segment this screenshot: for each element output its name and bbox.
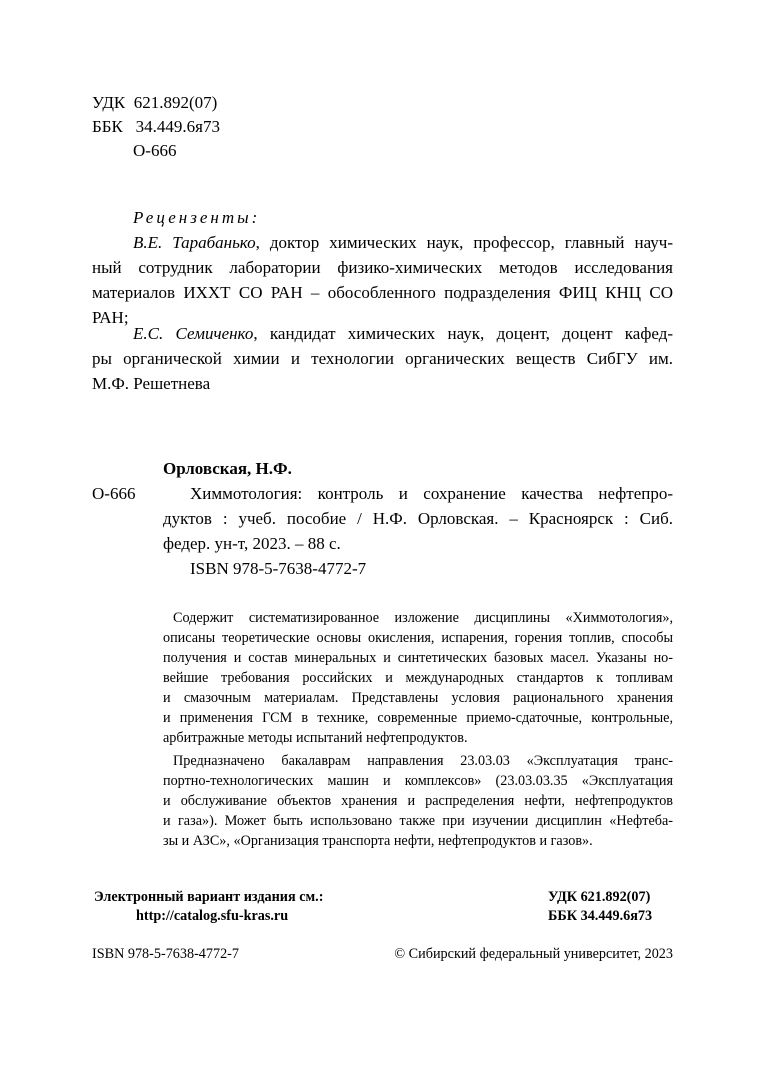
reviewer-2-text-3: М.Ф. Решетнева [92,374,211,393]
catalog-isbn: ISBN 978-5-7638-4772-7 [190,559,367,578]
footer-isbn: ISBN 978-5-7638-4772-7 [92,946,239,962]
reviewer-2-text-2: ры органической химии и технологии органических веществ СибГУ им. [92,349,673,368]
annotation-p2-line: портно-технологических машин и комплексов» (23.03.03.35 «Эксплуатация [163,773,673,789]
annotation-p2-line: и обслуживание объектов хранения и распределения нефти, нефтепродуктов [163,793,673,809]
reviewer-1-text-1: , доктор химических наук, профессор, главный науч- [255,233,674,252]
reviewer-1-text-4: РАН; [92,308,129,327]
catalog-url[interactable]: http://catalog.sfu-kras.ru [136,908,289,924]
reviewers-title: Рецензенты: [133,208,261,227]
udk-line [92,90,217,115]
annotation-p1 [163,608,673,748]
annotation-p2 [163,751,673,851]
catalog-author: Орловская, Н.Ф. [163,459,292,478]
footer-udk: УДК 621.892(07) [548,889,651,905]
annotation-p1-line: описаны теоретические основы окисления, испарения, горения топлив, способы [163,630,673,646]
reviewer-2-text-1: , кандидат химических наук, доцент, доцент кафед- [253,324,674,343]
bbk-label: ББК [92,117,123,136]
reviewer-1-name: В.Е. Тарабанько [133,233,256,252]
catalog-line-2: дуктов : учеб. пособие / Н.Ф. Орловская. – Красноярск : Сиб. [163,509,673,528]
copyright: © Сибирский федеральный университет, 2023 [394,946,673,962]
annotation-p1-line: вейшие требования российских и международных стандартов к топливам [163,670,673,686]
electronic-label: Электронный вариант издания см.: [94,889,324,905]
annotation-p2-line: и газа»). Может быть использовано также при изучении дисциплин «Нефтеба- [163,813,673,829]
footer-bbk: ББК 34.449.6я73 [548,908,653,924]
author-sign: О-666 [133,141,177,160]
annotation-p1-line: арбитражные методы испытаний нефтепродуктов. [163,730,468,746]
bbk-value: 34.449.6я73 [135,117,220,136]
annotation-p1-line: получения и состав минеральных и синтетических базовых масел. Указаны но- [163,650,673,666]
catalog-sign: О-666 [92,484,136,503]
annotation-p1-line: и применения ГСМ в технике, современные приемо-сдаточные, контрольные, [163,710,673,726]
reviewer-1-text-3: материалов ИХХТ СО РАН – обособленного подразделения ФИЦ КНЦ СО [92,283,673,302]
annotation-p1-line: и смазочным материалам. Представлены условия рационального хранения [163,690,673,706]
annotation-p2-line: зы и АЗС», «Организация транспорта нефти, нефтепродуктов и газов». [163,833,593,849]
annotation-p2-line: Предназначено бакалаврам направления 23.03.03 «Эксплуатация транс- [173,753,673,769]
bbk-line [92,114,220,139]
catalog-line-3: федер. ун-т, 2023. – 88 с. [163,534,341,553]
udk-label: УДК [92,93,126,112]
catalog-description [163,481,673,581]
reviewer-1-text-2: ный сотрудник лаборатории физико-химических методов исследования [92,258,673,277]
udk-value: 621.892(07) [133,93,218,112]
reviewer-1 [92,230,673,330]
reviewer-2 [92,321,673,396]
catalog-line-1: Химмотология: контроль и сохранение качества нефтепро- [190,484,673,503]
annotation-p1-line: Содержит систематизированное изложение дисциплины «Химмотология», [173,610,673,626]
reviewer-2-name: Е.С. Семиченко [133,324,254,343]
